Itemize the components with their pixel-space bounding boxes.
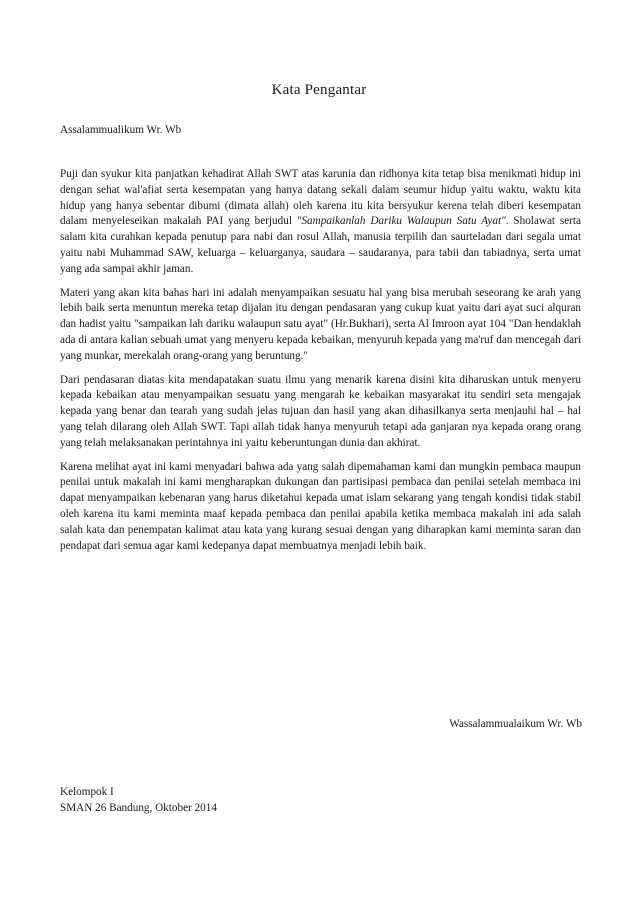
signature-block <box>60 785 217 816</box>
document-body <box>60 167 581 562</box>
paragraph-1-text-after: . Sholawat serta salam kita curahkan kepada penutup para nabi dan rosul Allah, manusia terpilih dan saurteladan dari segala umat yaitu nabi Muhammad SAW, keluarga – keluarganya, saudara – saudaranya, para tabii dan tabiadnya, serta umat yang ada sampai akhir jaman. <box>60 215 581 275</box>
paragraph-2: Materi yang akan kita bahas hari ini adalah menyampaikan sesuatu hal yang bisa merubah seseorang ke arah yang lebih baik serta menuntun mereka tetap dijalan itu dengan pendasaran yang cukup kuat yaitu dari ayat suci alquran dan hadist yaitu "sampaikan lah dariku walaupun satu ayat" (Hr.Bukhari), serta Al Imroon ayat 104 "Dan hendaklah ada di antara kalian sebuah umat yang menyeru kepada kebaikan, menyuruh kepada yang ma'ruf dan mencegah dari yang munkar, merekalah orang-orang yang beruntung." <box>60 286 581 362</box>
page-title: Kata Pengantar <box>271 82 367 98</box>
paragraph-3: Dari pendasaran diatas kita mendapatakan suatu ilmu yang menarik karena disini kita diharuskan untuk menyeru kepada kebaikan atau menyampaikan sesuatu yang mengarah ke kebaikan masyarakat itu sendiri seta mengajak kepada yang benar dan tearah yang sudah jelas tujuan dan hasil yang akan dihasilkanya serta menjauhi hal – hal yang telah dilarang oleh Allah SWT. Tapi allah tidak hanya menyuruh tetapi ada ganjaran nya kepada orang orang yang telah melaksanakan perintahnya ini yaitu keberuntungan dunia dan akhirat. <box>60 373 581 449</box>
closing-salutation: Wassalammualaikum Wr. Wb <box>449 718 582 730</box>
paragraph-4: Karena melihat ayat ini kami menyadari bahwa ada yang salah dipemahaman kami dan mungkin pembaca maupun penilai untuk makalah ini kami mengharapkan dukungan dan partisipasi pembaca dan penilai setelah membaca ini dapat menyampaikan kebenaran yang harus diketahui kepada umat islam sekarang yang tengah kondisi tidak stabil oleh karena itu kami meminta maaf kepada pembaca dan penilai apabila ketika membaca makalah ini ada salah salah kata dan penempatan kalimat atau kata yang kurang sesuai dengan yang diharapkan kami meminta saran dan pendapat dari semua agar kami kedepanya dapat membuatnya menjadi lebih baik. <box>60 460 581 552</box>
paragraph-1-text-before: Puji dan syukur kita panjatkan kehadirat Allah SWT atas karunia dan ridhonya kita tetap bisa menikmati hidup ini dengan sehat wal'afiat serta kesempatan yang hanya datang sekali dalam seumur hidup yaitu waktu, waktu kita hidup yang hanya sebentar dibumi (dimata allah) oleh karena itu kita bersyukur kerena telah diberi kesempatan dalam menyeleseikan makalah PAI yang berjudul <box>60 168 581 228</box>
signature-group: Kelompok I <box>60 786 114 798</box>
paragraph-1 <box>60 167 581 278</box>
signature-place-date: SMAN 26 Bandung, Oktober 2014 <box>60 801 217 814</box>
greeting-text: Assalammualikum Wr. Wb <box>60 124 182 136</box>
paragraph-1-italic-title: "Sampaikanlah Dariku Walaupun Satu Ayat" <box>296 215 506 228</box>
